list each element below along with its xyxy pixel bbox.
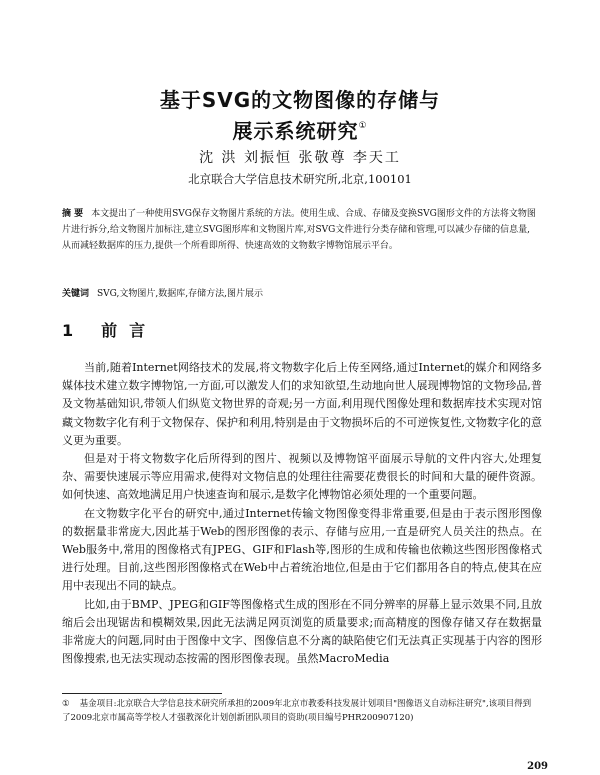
- title-text-2: 展示系统研究: [232, 119, 359, 143]
- paper-title-line-2: [0, 114, 600, 143]
- paragraph: 当前,随着Internet网络技术的发展,将文物数字化后上传至网络,通过Internet的媒介和网络多媒体技术建立数字博物馆,一方面,可以激发人们的求知欲望,生动地向世人展现博物馆的文物珍品,普及文物基础知识,带领人们纵览文物世界的奇观;另一方面,利用现代图像处理和数据库技术实现对馆藏文物数字化有利于文物保存、保护和利用,特别是由于文物损坏后的不可逆恢复性,文物数字化的意义更为重要。: [62, 361, 542, 447]
- paper-title-line-1: [0, 88, 600, 112]
- keywords-text: SVG,文物图片,数据库,存储方法,图片展示: [97, 289, 263, 299]
- abstract: [62, 206, 538, 254]
- author-affiliation: 北京联合大学信息技术研究所,北京,100101: [188, 172, 412, 186]
- footnote-mark: ①: [62, 699, 70, 709]
- section-heading: [62, 318, 157, 341]
- page-number: 209: [527, 761, 548, 772]
- author-list: 沈 洪 刘振恒 张敬尊 李天工: [199, 150, 401, 166]
- footnote-divider: [62, 693, 222, 694]
- footnote: [62, 697, 538, 725]
- abstract-label: 摘 要: [62, 209, 84, 219]
- footnote-text: 基金项目:北京联合大学信息技术研究所承担的2009年北京市教委科技发展计划项目"图像语义自动标注研究",该项目得到了2009北京市属高等学校人才强教深化计划创新团队项目的资助(项目编号PHR200907120): [62, 699, 532, 723]
- keywords-label: 关键词: [62, 289, 90, 299]
- title-text-1: 基于SVG的文物图像的存储与: [159, 88, 441, 112]
- abstract-text: 本文提出了一种使用SVG保存文物图片系统的方法。使用生成、合成、存储及变换SVG图形文件的方法将文物图片进行拆分,给文物图片加标注,建立SVG图形库和文物图片库,对SVG文件进行分类存储和管理,可以减少存储的信息量,从而减轻数据库的压力,提供一个所看即所得、快速高效的文物数字博物馆展示平台。: [62, 209, 536, 251]
- keywords: [62, 286, 538, 302]
- paragraph: 但是对于将文物数字化后所得到的图片、视频以及博物馆平面展示导航的文件内容大,处理复杂、需要快速展示等应用需求,使得对文物信息的处理往往需要花费很长的时间和大量的硬件资源。如何快速、高效地满足用户快速查询和展示,是数字化博物馆必须处理的一个重要问题。: [62, 452, 542, 502]
- paragraph: 比如,由于BMP、JPEG和GIF等图像格式生成的图形在不同分辨率的屏幕上显示效果不同,且放缩后会出现锯齿和模糊效果,因此无法满足网页浏览的质量要求;而高精度的图像存储又存在数据量非常庞大的问题,同时由于图像中文字、图像信息不分离的缺陷使它们无法真正实现基于内容的图形图像搜索,也无法实现动态按需的图形图像表现。虽然MacroMedia: [62, 597, 542, 666]
- title-footnote-mark: ①: [358, 121, 368, 131]
- section-number: 1: [62, 321, 74, 340]
- body-text: [62, 359, 542, 668]
- section-title: 前言: [101, 321, 158, 340]
- paragraph: 在文物数字化平台的研究中,通过Internet传输文物图像变得非常重要,但是由于表示图形图像的数据量非常庞大,因此基于Web的图形图像的表示、存储与应用,一直是研究人员关注的热点。在Web服务中,常用的图像格式有JPEG、GIF和Flash等,图形的生成和传输也依赖这些图形图像格式进行处理。目前,这些图形图像格式在Web中占着统治地位,但是由于它们都用各自的特点,使其在应用中表现出不同的缺点。: [62, 506, 542, 593]
